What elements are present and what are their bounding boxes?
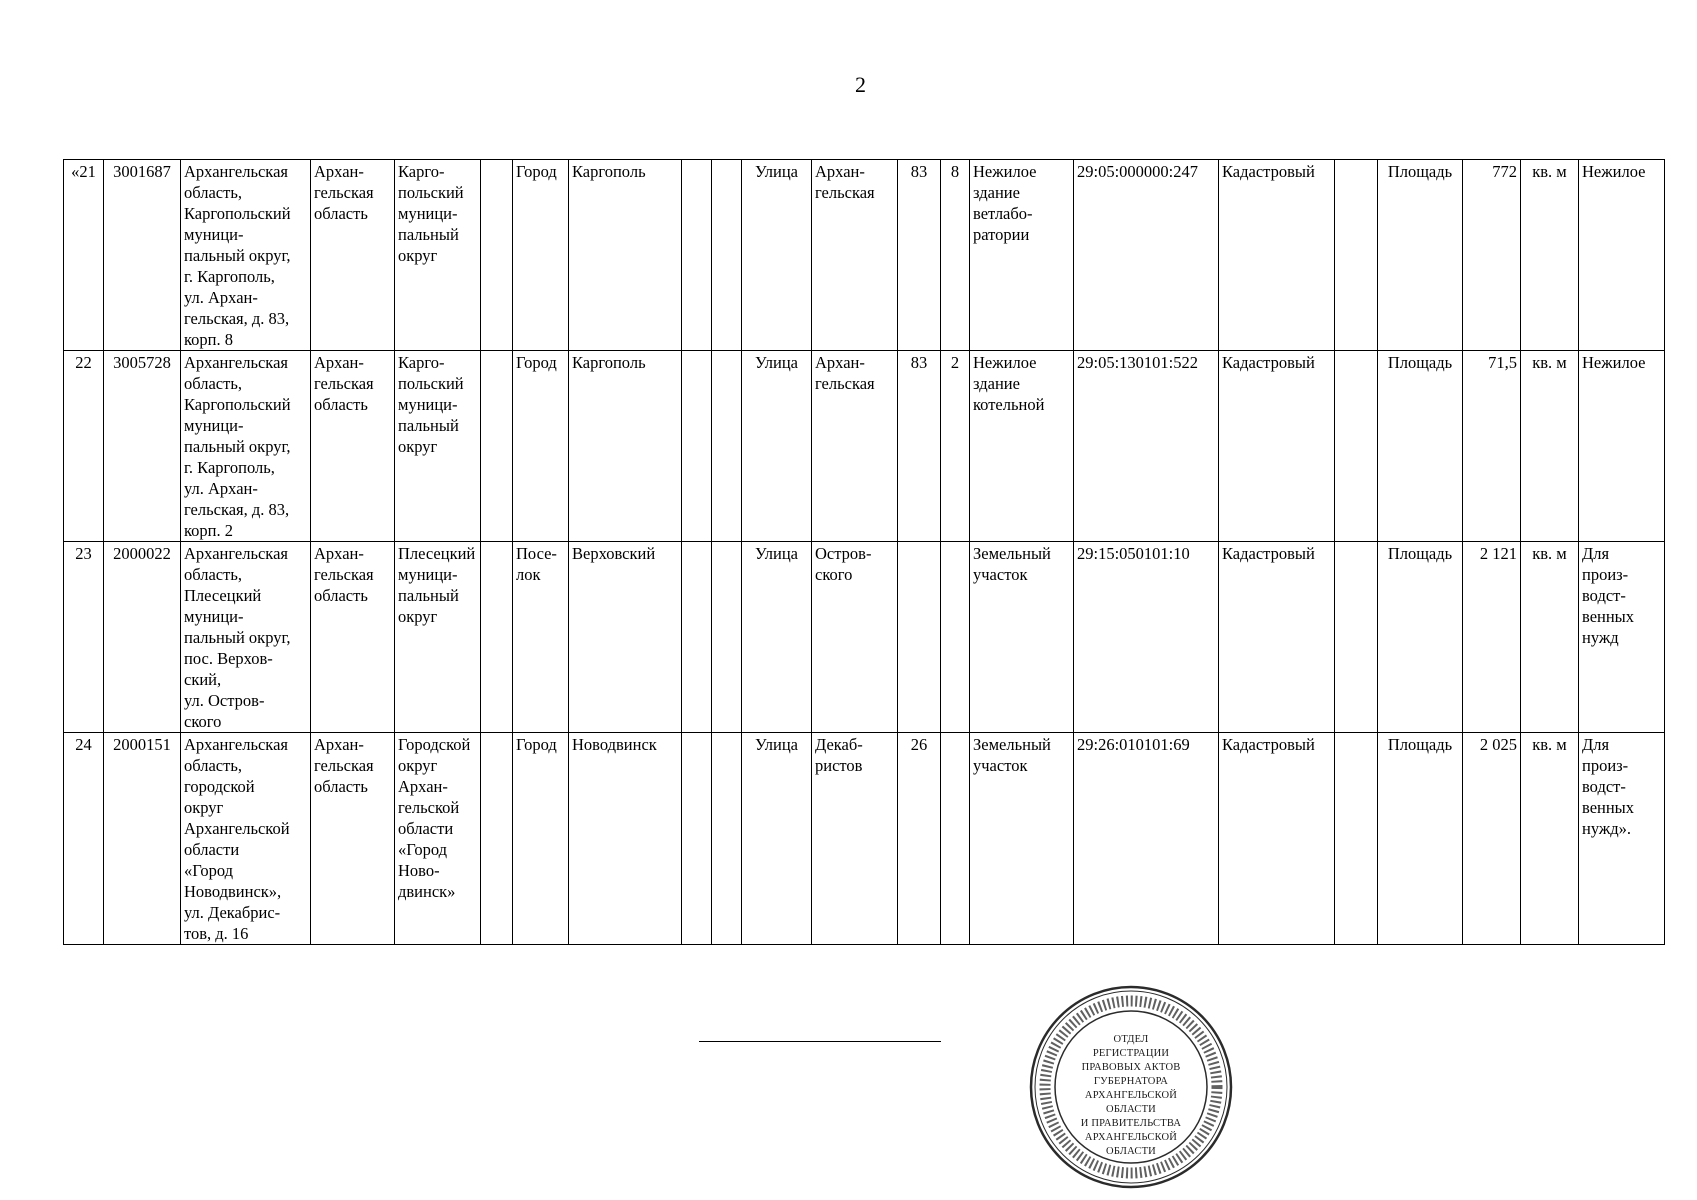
- cell-id: 3001687: [104, 160, 181, 351]
- cell-object: Земельный участок: [970, 733, 1074, 945]
- signature-line: [699, 1041, 941, 1042]
- cell-building: [941, 733, 970, 945]
- cell-building: 2: [941, 351, 970, 542]
- table-row: [64, 733, 1665, 945]
- cell-blank4: [1335, 160, 1378, 351]
- cell-object: Земельный участок: [970, 542, 1074, 733]
- cell-address: Архангельская область, Каргопольский муници- пальный округ, г. Каргополь, ул. Архан- гельская, д. 83, корп. 8: [181, 160, 311, 351]
- cell-settlement-type: Посе- лок: [513, 542, 569, 733]
- cell-blank3: [712, 160, 742, 351]
- table-row: [64, 351, 1665, 542]
- cell-blank2: [682, 733, 712, 945]
- cell-blank3: [712, 351, 742, 542]
- cell-blank1: [481, 542, 513, 733]
- cell-parameter: Площадь: [1378, 542, 1463, 733]
- cell-blank1: [481, 733, 513, 945]
- cell-cadastral: 29:05:130101:522: [1074, 351, 1219, 542]
- registry-table: [63, 159, 1665, 945]
- cell-unit: кв. м: [1521, 542, 1579, 733]
- cell-number-type: Кадастровый: [1219, 160, 1335, 351]
- seal-text: ОТДЕЛ РЕГИСТРАЦИИ ПРАВОВЫХ АКТОВ ГУБЕРНАТОРА АРХАНГЕЛЬСКОЙ ОБЛАСТИ И ПРАВИТЕЛЬСТВА АРХАНГЕЛЬСКОЙ ОБЛАСТИ: [1080, 1034, 1182, 1157]
- cell-region: Архан- гельская область: [311, 351, 395, 542]
- cell-street-type: Улица: [742, 542, 812, 733]
- cell-id: 2000022: [104, 542, 181, 733]
- cell-settlement-type: Город: [513, 351, 569, 542]
- cell-purpose: Для произ- водст- венных нужд».: [1579, 733, 1665, 945]
- cell-id: 3005728: [104, 351, 181, 542]
- cell-purpose: Нежилое: [1579, 351, 1665, 542]
- cell-value: 2 121: [1463, 542, 1521, 733]
- cell-blank2: [682, 351, 712, 542]
- cell-num: 24: [64, 733, 104, 945]
- cell-building: 8: [941, 160, 970, 351]
- table-row: [64, 542, 1665, 733]
- cell-parameter: Площадь: [1378, 351, 1463, 542]
- cell-region: Архан- гельская область: [311, 542, 395, 733]
- cell-num: «21: [64, 160, 104, 351]
- cell-house: 26: [898, 733, 941, 945]
- cell-settlement-type: Город: [513, 733, 569, 945]
- table-row: [64, 160, 1665, 351]
- cell-cadastral: 29:15:050101:10: [1074, 542, 1219, 733]
- cell-cadastral: 29:05:000000:247: [1074, 160, 1219, 351]
- cell-blank3: [712, 733, 742, 945]
- cell-region: Архан- гельская область: [311, 160, 395, 351]
- cell-settlement: Новодвинск: [569, 733, 682, 945]
- cell-municipality: Городской округ Архан- гельской области «Город Ново- двинск»: [395, 733, 481, 945]
- cell-blank2: [682, 160, 712, 351]
- cell-municipality: Карго- польский муници- пальный округ: [395, 160, 481, 351]
- cell-street: Остров- ского: [812, 542, 898, 733]
- cell-id: 2000151: [104, 733, 181, 945]
- cell-parameter: Площадь: [1378, 733, 1463, 945]
- cell-blank3: [712, 542, 742, 733]
- cell-building: [941, 542, 970, 733]
- cell-value: 772: [1463, 160, 1521, 351]
- cell-cadastral: 29:26:010101:69: [1074, 733, 1219, 945]
- cell-blank4: [1335, 351, 1378, 542]
- cell-blank1: [481, 160, 513, 351]
- cell-unit: кв. м: [1521, 351, 1579, 542]
- cell-address: Архангельская область, Плесецкий муници- пальный округ, пос. Верхов- ский, ул. Остров- ского: [181, 542, 311, 733]
- cell-municipality: Карго- польский муници- пальный округ: [395, 351, 481, 542]
- cell-settlement-type: Город: [513, 160, 569, 351]
- cell-street: Архан- гельская: [812, 351, 898, 542]
- cell-settlement: Каргополь: [569, 160, 682, 351]
- cell-parameter: Площадь: [1378, 160, 1463, 351]
- cell-purpose: Для произ- водст- венных нужд: [1579, 542, 1665, 733]
- cell-house: 83: [898, 160, 941, 351]
- cell-blank1: [481, 351, 513, 542]
- cell-num: 22: [64, 351, 104, 542]
- cell-street-type: Улица: [742, 351, 812, 542]
- cell-street: Архан- гельская: [812, 160, 898, 351]
- cell-address: Архангельская область, Каргопольский муници- пальный округ, г. Каргополь, ул. Архан- гельская, д. 83, корп. 2: [181, 351, 311, 542]
- cell-street: Декаб- ристов: [812, 733, 898, 945]
- cell-settlement: Каргополь: [569, 351, 682, 542]
- cell-value: 71,5: [1463, 351, 1521, 542]
- cell-street-type: Улица: [742, 733, 812, 945]
- cell-blank4: [1335, 542, 1378, 733]
- cell-municipality: Плесецкий муници- пальный округ: [395, 542, 481, 733]
- cell-number-type: Кадастровый: [1219, 733, 1335, 945]
- cell-object: Нежилое здание ветлабо- ратории: [970, 160, 1074, 351]
- cell-object: Нежилое здание котельной: [970, 351, 1074, 542]
- cell-blank2: [682, 542, 712, 733]
- cell-unit: кв. м: [1521, 160, 1579, 351]
- cell-region: Архан- гельская область: [311, 733, 395, 945]
- cell-purpose: Нежилое: [1579, 160, 1665, 351]
- cell-house: [898, 542, 941, 733]
- cell-blank4: [1335, 733, 1378, 945]
- cell-number-type: Кадастровый: [1219, 351, 1335, 542]
- cell-num: 23: [64, 542, 104, 733]
- cell-street-type: Улица: [742, 160, 812, 351]
- cell-settlement: Верховский: [569, 542, 682, 733]
- cell-address: Архангельская область, городской округ Архангельской области «Город Новодвинск», ул. Декабрис- тов, д. 16: [181, 733, 311, 945]
- cell-unit: кв. м: [1521, 733, 1579, 945]
- cell-number-type: Кадастровый: [1219, 542, 1335, 733]
- page-number: 2: [855, 72, 866, 97]
- cell-house: 83: [898, 351, 941, 542]
- cell-value: 2 025: [1463, 733, 1521, 945]
